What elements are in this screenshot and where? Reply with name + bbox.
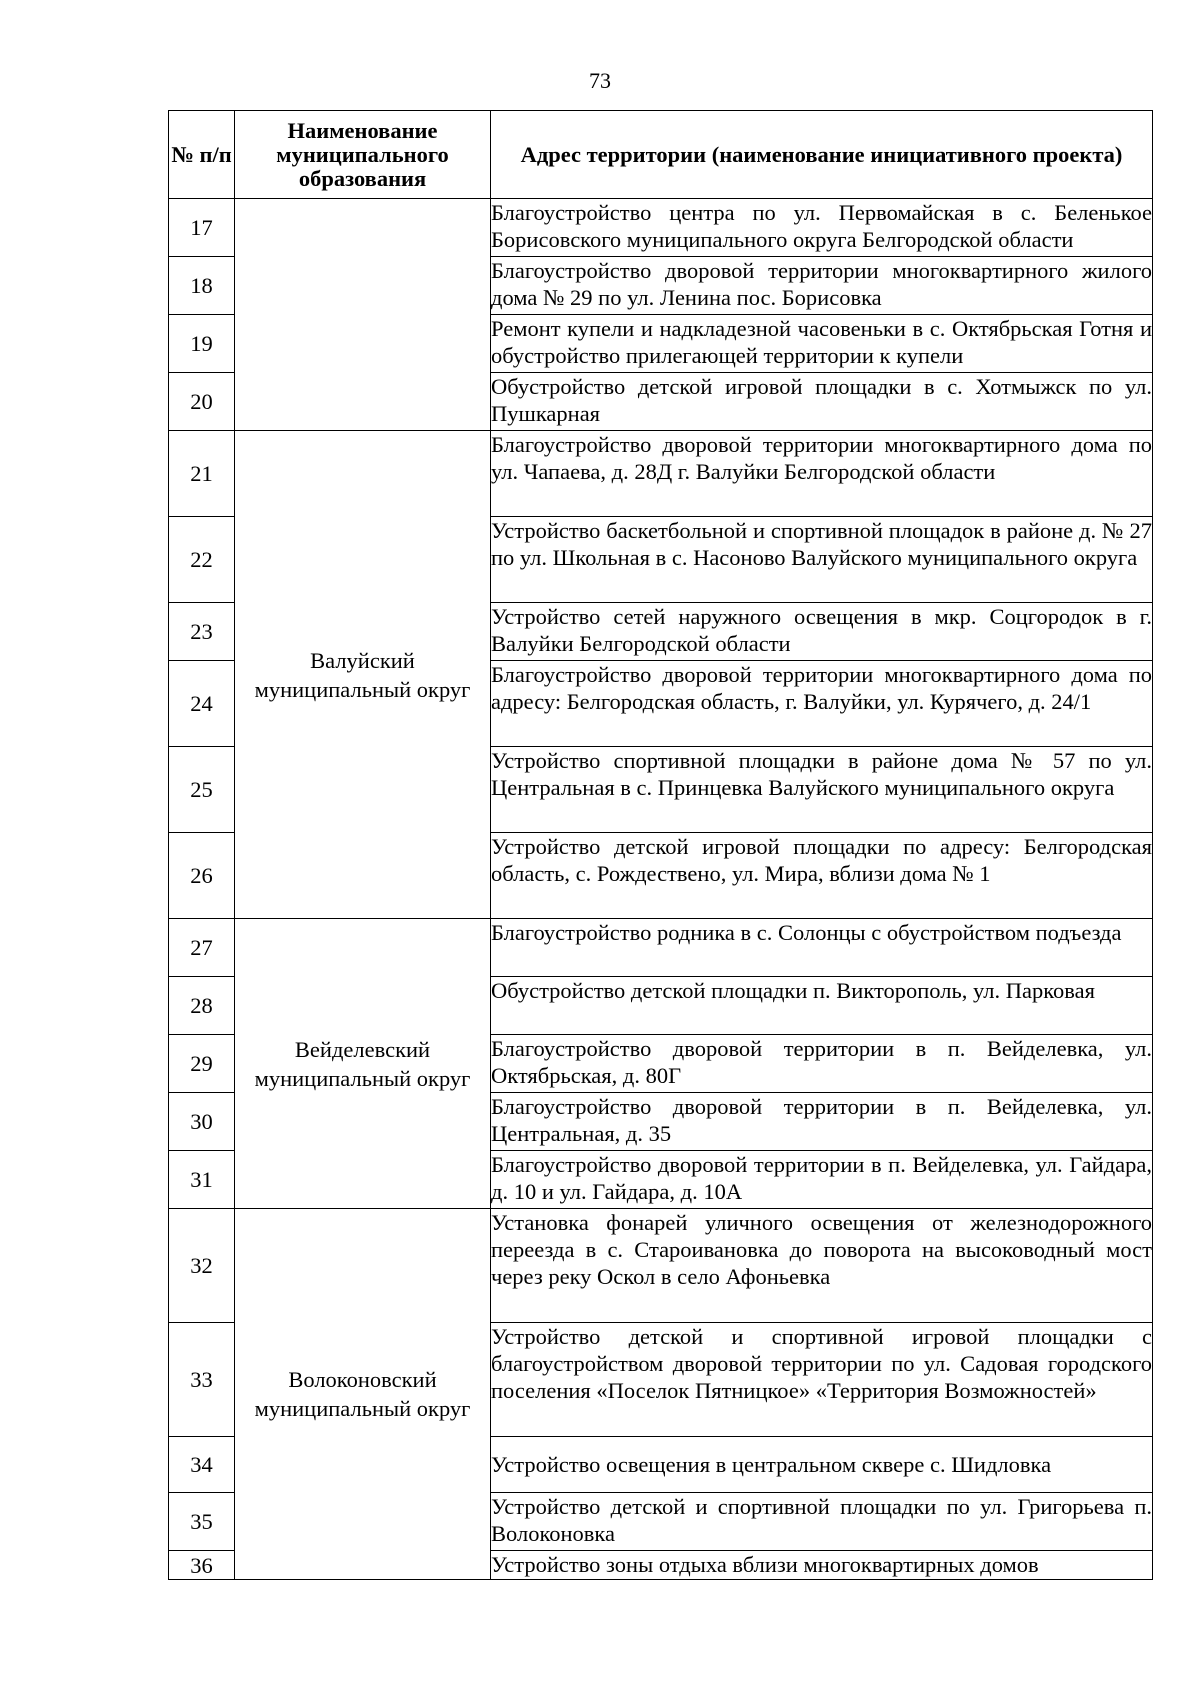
row-number: 25 bbox=[169, 747, 235, 833]
page-number: 73 bbox=[589, 68, 611, 93]
row-number: 19 bbox=[169, 315, 235, 373]
project-text: Устройство сетей наружного освещения в мкр. Соцгородок в г. Валуйки Белгородской области bbox=[491, 603, 1153, 661]
project-text: Устройство спортивной площадки в районе дома № 57 по ул. Центральная в с. Принцевка Валуйского муниципального округа bbox=[491, 747, 1153, 833]
table-row bbox=[169, 1209, 1153, 1323]
row-number: 18 bbox=[169, 257, 235, 315]
row-number: 21 bbox=[169, 431, 235, 517]
row-number: 35 bbox=[169, 1493, 235, 1551]
project-text: Устройство освещения в центральном сквере с. Шидловка bbox=[491, 1437, 1153, 1493]
table-row bbox=[169, 199, 1153, 257]
table-row bbox=[169, 431, 1153, 517]
row-number: 32 bbox=[169, 1209, 235, 1323]
row-number: 22 bbox=[169, 517, 235, 603]
project-text: Обустройство детской площадки п. Викторополь, ул. Парковая bbox=[491, 977, 1153, 1035]
row-number: 24 bbox=[169, 661, 235, 747]
municipality-cell bbox=[235, 199, 491, 431]
project-text: Ремонт купели и надкладезной часовеньки в с. Октябрьская Готня и обустройство прилегающей территории к купели bbox=[491, 315, 1153, 373]
municipality-cell: Вейделевский муниципальный округ bbox=[235, 919, 491, 1209]
header-address: Адрес территории (наименование инициативного проекта) bbox=[491, 111, 1153, 199]
header-municipality: Наименование муниципального образования bbox=[235, 111, 491, 199]
projects-table bbox=[168, 110, 1153, 1580]
project-text: Устройство детской и спортивной площадки по ул. Григорьева п. Волоконовка bbox=[491, 1493, 1153, 1551]
project-text: Устройство баскетбольной и спортивной площадок в районе д. № 27 по ул. Школьная в с. Насоново Валуйского муниципального округа bbox=[491, 517, 1153, 603]
project-text: Благоустройство дворовой территории в п. Вейделевка, ул. Центральная, д. 35 bbox=[491, 1093, 1153, 1151]
project-text: Благоустройство дворовой территории многоквартирного жилого дома № 29 по ул. Ленина пос. Борисовка bbox=[491, 257, 1153, 315]
project-text: Устройство детской и спортивной игровой площадки с благоустройством дворовой территории по ул. Садовая городского поселения «Поселок Пятницкое» «Территория Возможностей» bbox=[491, 1323, 1153, 1437]
header-row bbox=[169, 111, 1153, 199]
project-text: Устройство зоны отдыха вблизи многоквартирных домов bbox=[491, 1551, 1153, 1580]
project-text: Благоустройство родника в с. Солонцы с обустройством подъезда bbox=[491, 919, 1153, 977]
row-number: 28 bbox=[169, 977, 235, 1035]
row-number: 36 bbox=[169, 1551, 235, 1580]
project-text: Благоустройство дворовой территории многоквартирного дома по адресу: Белгородская область, г. Валуйки, ул. Курячего, д. 24/1 bbox=[491, 661, 1153, 747]
row-number: 29 bbox=[169, 1035, 235, 1093]
project-text: Установка фонарей уличного освещения от железнодорожного переезда в с. Староивановка до поворота на высоководный мост через реку Оскол в село Афоньевка bbox=[491, 1209, 1153, 1323]
row-number: 17 bbox=[169, 199, 235, 257]
row-number: 33 bbox=[169, 1323, 235, 1437]
project-text: Благоустройство центра по ул. Первомайская в с. Беленькое Борисовского муниципального округа Белгородской области bbox=[491, 199, 1153, 257]
project-text: Устройство детской игровой площадки по адресу: Белгородская область, с. Рождествено, ул. Мира, вблизи дома № 1 bbox=[491, 833, 1153, 919]
project-text: Благоустройство дворовой территории многоквартирного дома по ул. Чапаева, д. 28Д г. Валуйки Белгородской области bbox=[491, 431, 1153, 517]
municipality-cell: Валуйский муниципальный округ bbox=[235, 431, 491, 919]
project-text: Обустройство детской игровой площадки в с. Хотмыжск по ул. Пушкарная bbox=[491, 373, 1153, 431]
row-number: 31 bbox=[169, 1151, 235, 1209]
row-number: 26 bbox=[169, 833, 235, 919]
project-text: Благоустройство дворовой территории в п. Вейделевка, ул. Гайдара, д. 10 и ул. Гайдара, д. 10А bbox=[491, 1151, 1153, 1209]
row-number: 20 bbox=[169, 373, 235, 431]
municipality-cell: Волоконовский муниципальный округ bbox=[235, 1209, 491, 1580]
row-number: 23 bbox=[169, 603, 235, 661]
project-text: Благоустройство дворовой территории в п. Вейделевка, ул. Октябрьская, д. 80Г bbox=[491, 1035, 1153, 1093]
header-num: № п/п bbox=[169, 111, 235, 199]
table-row bbox=[169, 919, 1153, 977]
row-number: 34 bbox=[169, 1437, 235, 1493]
row-number: 30 bbox=[169, 1093, 235, 1151]
row-number: 27 bbox=[169, 919, 235, 977]
